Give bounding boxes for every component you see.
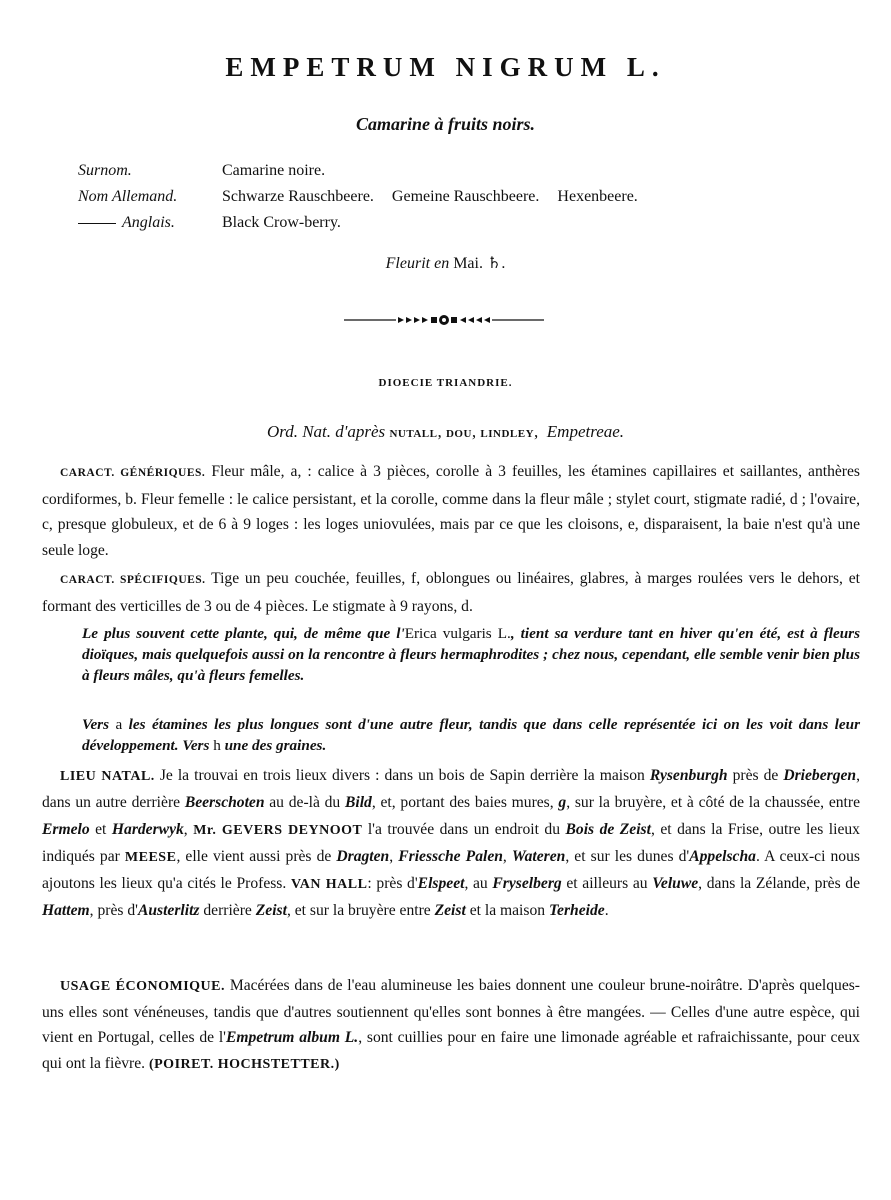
note1-erica: Erica vulgaris L.: [404, 625, 511, 642]
place-name: Austerlitz: [137, 902, 200, 920]
page-title: EMPETRUM NIGRUM L.: [225, 52, 666, 82]
note2-fig-a: a: [115, 716, 123, 733]
place-name: Friessche Palen: [398, 847, 503, 865]
natural-order: Ord. Nat. d'après NUTALL, DOU, LINDLEY, Empetreae.: [266, 422, 625, 441]
place-name: Fryselberg: [492, 875, 562, 893]
perennial-symbol: ♄.: [486, 255, 506, 272]
surnom-label: Surnom.: [78, 162, 132, 179]
place-name: Zeist: [434, 902, 466, 920]
habitat-text: près de: [732, 767, 779, 784]
flowering-line: [0, 253, 891, 273]
habitat-text: ,: [502, 847, 507, 865]
author-name: MEESE: [124, 849, 177, 865]
habitat-text: . A ceux-ci nous ajoutons les lieux qu'a cités le Profess.: [42, 847, 860, 893]
place-name: Elspeet: [417, 875, 465, 893]
habitat-text: , elle vient aussi près de: [176, 847, 332, 865]
note1-part1: Le plus souvent cette plante, qui, de même que l': [82, 625, 405, 642]
fleurit-month: Mai.: [453, 255, 483, 272]
habitat-text: , près d': [89, 902, 138, 920]
place-name: Ermelo: [42, 820, 90, 838]
note2-vers-2: Vers: [182, 737, 210, 754]
habitat-text: ,: [389, 847, 394, 865]
habitat-text: l'a trouvée dans un endroit du: [367, 820, 561, 838]
habitat: [42, 763, 860, 925]
habitat-text: , au: [464, 875, 488, 893]
place-name: Wateren: [511, 847, 566, 865]
place-name: Bild: [344, 794, 372, 812]
note2-text-2: une des graines.: [224, 737, 327, 754]
place-name: Harderwyk: [111, 820, 184, 838]
fleurit-label: Fleurit en: [385, 255, 450, 272]
habitat-text: .: [604, 902, 609, 920]
place-name: Zeist: [255, 902, 287, 920]
habitat-text: : près d': [367, 875, 418, 893]
ordre-author-1: NUTALL: [389, 428, 438, 440]
habitat-text: Je la trouvai en trois lieux divers : dans un bois de Sapin derrière la maison: [159, 767, 645, 784]
ornament-divider-icon: [344, 313, 544, 327]
linnaean-class: DIOECIE TRIANDRIE.: [378, 377, 513, 389]
note2-text-1: les étamines les plus longues sont d'une autre fleur, tandis que dans celle représentée ici on les voit dans leur développement.: [82, 716, 861, 754]
habitat-text: , et sur les dunes d': [565, 847, 690, 865]
figure-letter: g: [558, 794, 567, 812]
economic-use: [42, 973, 860, 1077]
anglais-label: Anglais.: [122, 214, 175, 231]
economic-use-label: USAGE ÉCONOMIQUE.: [60, 979, 225, 994]
note2-fig-h: h: [213, 737, 221, 754]
place-name: Bois de Zeist: [565, 820, 651, 838]
habitat-text: derrière: [203, 902, 252, 920]
generic-characters-label: CARACT. GÉNÉRIQUES.: [60, 467, 206, 479]
place-name: Rysenburgh: [649, 767, 728, 784]
place-name: Terheide: [548, 902, 605, 920]
habitat-text: , et sur la bruyère entre: [286, 902, 431, 920]
specific-characters: [42, 566, 860, 619]
generic-characters: [42, 459, 860, 563]
habitat-text: et ailleurs au: [566, 875, 648, 893]
note1-part3: , tient sa verdure tant en hiver qu'en été, est à fleurs dioïques, mais quelquefois aussi on la rencontre à fleurs hermaphrodites ; chez nous, cependant, elle semble venir bien plus à fleurs mâles, qu'à fleurs femelles.: [82, 625, 861, 684]
surnom-row: [78, 158, 638, 184]
ditto-dash: [78, 223, 116, 224]
habitat-text: au de-là du: [269, 794, 341, 812]
specific-characters-text: Tige un peu couchée, feuilles, f, oblongues ou linéaires, glabres, à marges roulées vers le dehors, et formant des verticilles de 3 ou de 4 pièces. Le stigmate à 9 rayons, d.: [42, 570, 860, 615]
note-figures: [82, 714, 860, 756]
place-name: Driebergen: [783, 767, 857, 784]
economic-use-text-2: , sont cuillies pour en faire une limonade agréable et rafraichissante, pour ceux qui ont la fièvre.: [42, 1029, 860, 1072]
place-name: Appelscha: [689, 847, 756, 865]
place-name: Hattem: [42, 902, 90, 920]
habitat-text: , et, portant des baies mures,: [371, 794, 554, 812]
habitat-text: , dans un autre derrière: [42, 767, 860, 812]
references: (POIRET. HOCHSTETTER.): [148, 1056, 340, 1072]
economic-use-text-1: Macérées dans de l'eau alumineuse les baies donnent une couleur brune-noirâtre. D'après quelques-uns elles sont vénéneuses, tandis que d'autres soutiennent qu'elles sont bonnes à être mangées. — Celles d'une autre espèce, qui vient en Portugal, celles de l': [42, 977, 861, 1046]
specific-characters-label: CARACT. SPÉCIFIQUES.: [60, 574, 206, 586]
habitat-label: LIEU NATAL.: [60, 769, 155, 784]
empetrum-album: Empetrum album L.: [225, 1029, 359, 1046]
allemand-row: [78, 184, 638, 210]
ordre-author-2: DOU: [445, 428, 472, 440]
note-flowers: [82, 623, 860, 686]
habitat-text: ,: [183, 820, 188, 838]
author-name: VAN HALL: [290, 877, 368, 893]
place-name: Veluwe: [652, 875, 699, 893]
allemand-name-1: Schwarze Rauschbeere.: [222, 188, 374, 205]
allemand-label: Nom Allemand.: [78, 188, 178, 205]
habitat-text: , et dans la Frise, outre les lieux indiqués par: [42, 820, 860, 865]
allemand-name-3: Hexenbeere.: [557, 188, 638, 205]
habitat-text: , sur la bruyère, et à côté de la chaussée, entre: [566, 794, 860, 812]
author-name: Mr. GEVERS DEYNOOT: [193, 822, 363, 838]
habitat-text: et la maison: [469, 902, 546, 920]
place-name: Dragten: [336, 847, 390, 865]
ordre-author-3: LINDLEY: [480, 428, 535, 440]
subtitle: Camarine à fruits noirs.: [355, 114, 536, 134]
vernacular-names: [78, 158, 638, 236]
habitat-text: et: [95, 820, 107, 838]
allemand-name-2: Gemeine Rauschbeere.: [391, 188, 540, 205]
anglais-value: Black Crow-berry.: [222, 214, 341, 231]
place-name: Beerschoten: [184, 794, 265, 812]
surnom-value: Camarine noire.: [222, 162, 326, 179]
note2-vers-1: Vers: [82, 716, 110, 733]
ordre-family: Empetreae.: [546, 422, 625, 441]
anglais-row: [78, 210, 638, 236]
ordre-prefix: Ord. Nat. d'après: [266, 422, 386, 441]
generic-characters-text: Fleur mâle, a, : calice à 3 pièces, corolle à 3 feuilles, les étamines capillaires et saillantes, anthères cordiformes, b. Fleur femelle : le calice persistant, et la corolle, comme dans la fleur mâle ; stylet court, stigmate radié, d ; l'ovaire, c, presque globuleux, et de 6 à 9 loges : les loges uniovulées, mais par ce que les cloisons, e, disparaisent, la baie n'est qu'à une seule loge.: [42, 463, 860, 559]
habitat-text: , dans la Zélande, près de: [698, 875, 861, 893]
